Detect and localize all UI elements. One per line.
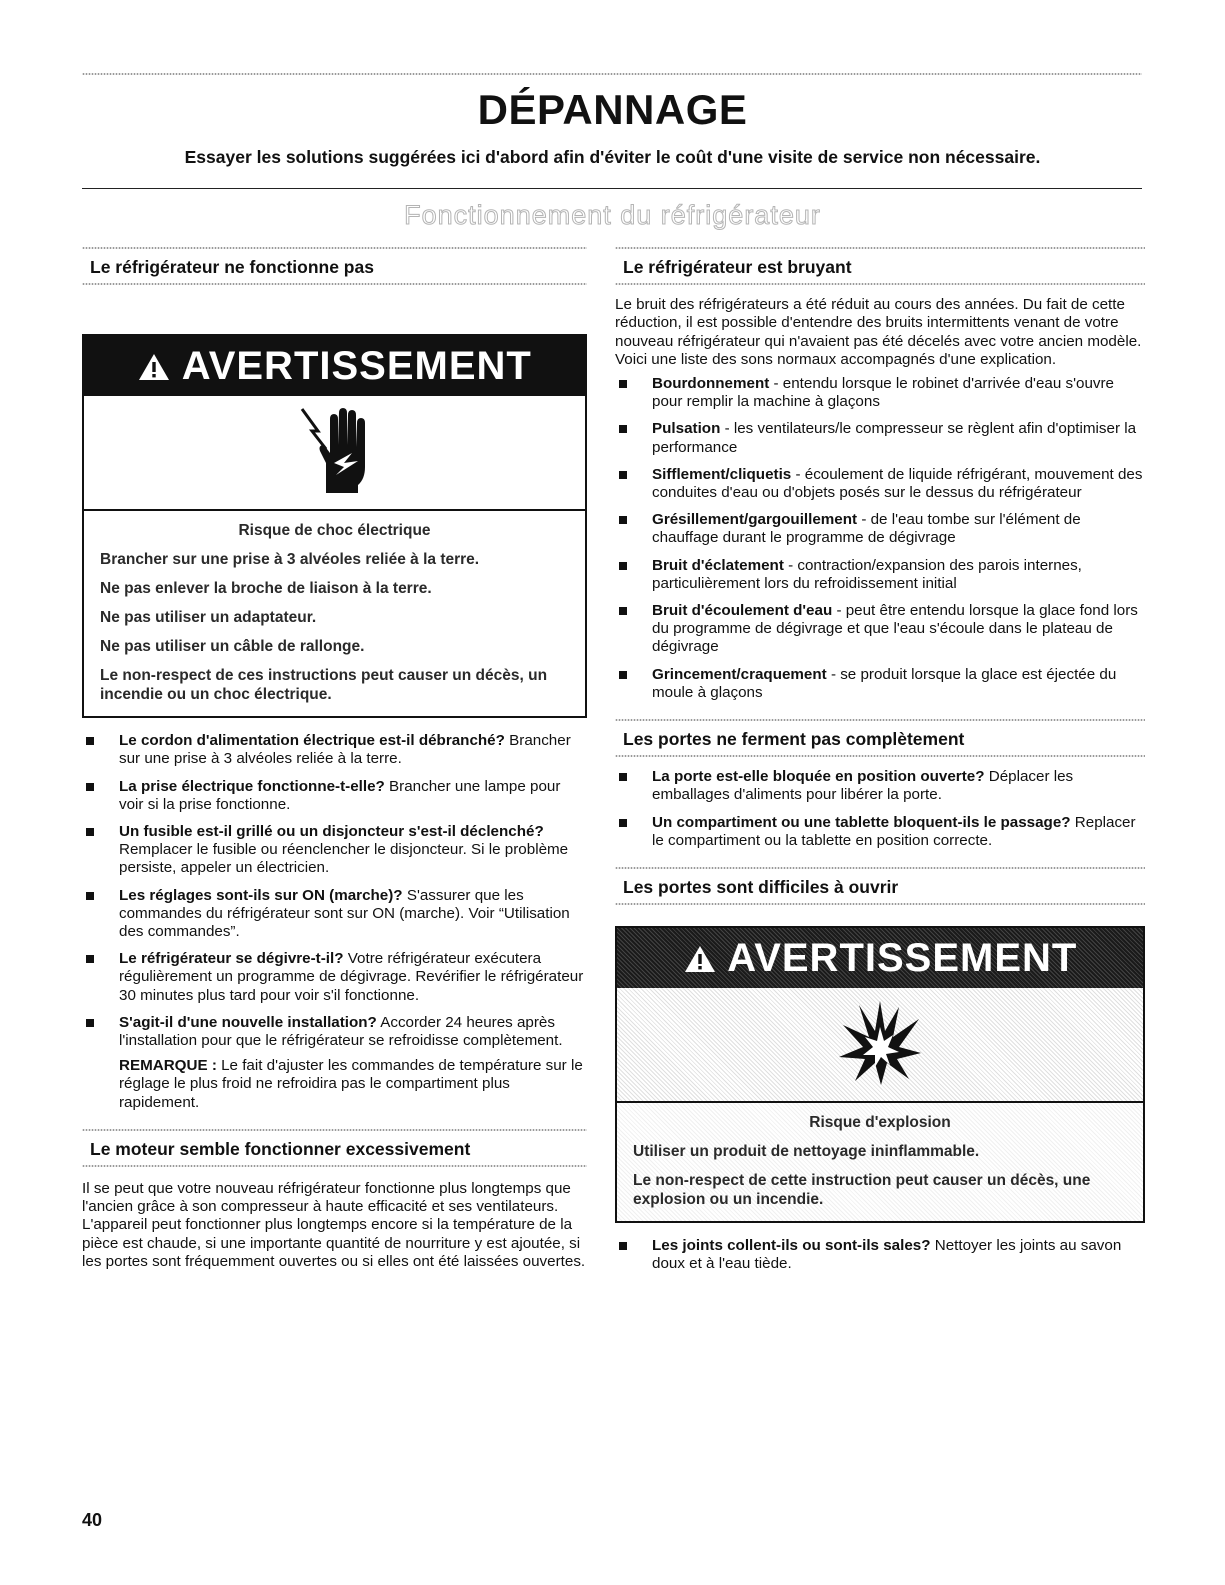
list-item: Le cordon d'alimentation électrique est-il débranché? Brancher sur une prise à 3 alvéoles reliée à la terre. xyxy=(82,732,587,768)
explosion-warning-line: Le non-respect de cette instruction peut causer un décès, une explosion ou un incendie. xyxy=(633,1172,1091,1209)
section-title: Fonctionnement du réfrigérateur xyxy=(404,200,821,230)
explosion-risk-title: Risque d'explosion xyxy=(809,1114,951,1132)
list-item: S'agit-il d'une nouvelle installation? Accorder 24 heures après l'installation pour que le réfrigérateur se refroidisse complètement. xyxy=(82,1014,587,1050)
motor-text: Il se peut que votre nouveau réfrigérateur fonctionne plus longtemps que l'ancien grâce à son compresseur à haute efficacité et ses ventilateurs. L'appareil peut fonctionner plus longtemps encore si la température de la pièce est chaude, si une importante quantité de nourriture y est ajoutée, si les portes sont fréquemment ouvertes ou si elles ont été laissées ouvertes. xyxy=(82,1180,586,1270)
shock-warning-line: Ne pas enlever la broche de liaison à la terre. xyxy=(100,580,432,598)
heading-not-working: Le réfrigérateur ne fonctionne pas xyxy=(82,252,587,284)
shock-risk-title: Risque de choc électrique xyxy=(238,522,431,540)
explosion-warning-header xyxy=(617,928,1143,988)
list-item: Bruit d'éclatement - contraction/expansion des parois internes, particulièrement lors du refroidissement initial xyxy=(615,557,1145,593)
explosion-icon-area xyxy=(617,988,1143,1103)
list-item: Bourdonnement - entendu lorsque le robinet d'arrivée d'eau s'ouvre pour remplir la machine à glaçons xyxy=(615,375,1145,411)
shock-warning-body xyxy=(84,511,585,716)
shock-warning-label: AVERTISSEMENT xyxy=(181,344,532,389)
list-item: Grésillement/gargouillement - de l'eau tombe sur l'élément de chauffage durant le programme de dégivrage xyxy=(615,511,1145,547)
list-item: Bruit d'écoulement d'eau - peut être entendu lorsque la glace fond lors du programme de dégivrage et que l'eau s'écoule dans le plateau de dégivrage xyxy=(615,602,1145,657)
list-item: La porte est-elle bloquée en position ouverte? Déplacer les emballages d'aliments pour libérer la porte. xyxy=(615,768,1145,804)
electric-shock-hand-icon xyxy=(300,405,370,500)
warning-triangle-icon xyxy=(137,344,182,388)
noise-list xyxy=(615,375,1145,702)
shock-warning-box xyxy=(82,334,587,718)
header-rule xyxy=(82,188,1142,189)
list-item: Le réfrigérateur se dégivre-t-il? Votre réfrigérateur exécutera régulièrement un programme de dégivrage. Revérifier le réfrigérateur 30 minutes plus tard pour voir s'il fonctionne. xyxy=(82,950,587,1005)
note-label: REMARQUE : xyxy=(119,1057,217,1075)
list-item: Un compartiment ou une tablette bloquent-ils le passage? Replacer le compartiment ou la tablette en position correcte. xyxy=(615,814,1145,850)
doors-close-list xyxy=(615,768,1145,850)
page-subtitle: Essayer les solutions suggérées ici d'abord afin d'éviter le coût d'une visite de service non nécessaire. xyxy=(184,147,1041,167)
explosion-icon xyxy=(835,997,925,1092)
note-text: Le fait d'ajuster les commandes de température sur le réglage le plus froid ne refroidira pas le compartiment plus rapidement. xyxy=(119,1057,583,1111)
right-column xyxy=(615,252,1145,1283)
explosion-warning-line: Utiliser un produit de nettoyage ininflammable. xyxy=(633,1143,980,1161)
list-item: La prise électrique fonctionne-t-elle? Brancher une lampe pour voir si la prise fonctionne. xyxy=(82,778,587,814)
noisy-intro: Le bruit des réfrigérateurs a été réduit au cours des années. Du fait de cette réduction, il est possible d'entendre des bruits intermittents venant de votre nouveau réfrigérateur qui n'avaient pas été décelés avec votre ancien modèle. Voici une liste des sons normaux accompagnés d'une explication. xyxy=(615,296,1142,368)
page-number: 40 xyxy=(82,1510,103,1530)
list-item: Les joints collent-ils ou sont-ils sales? Nettoyer les joints au savon doux et à l'eau tiède. xyxy=(615,1237,1145,1273)
shock-warning-line: Ne pas utiliser un câble de rallonge. xyxy=(100,638,365,656)
list-item: Les réglages sont-ils sur ON (marche)? S'assurer que les commandes du réfrigérateur sont sur ON (marche). Voir “Utilisation des commandes”. xyxy=(82,887,587,942)
warning-triangle-icon xyxy=(683,936,728,980)
heading-motor: Le moteur semble fonctionner excessivement xyxy=(82,1134,587,1166)
list-item: Pulsation - les ventilateurs/le compresseur se règlent afin d'optimiser la performance xyxy=(615,420,1145,456)
explosion-warning-body xyxy=(617,1103,1143,1221)
not-working-list xyxy=(82,732,587,1050)
heading-doors-close: Les portes ne ferment pas complètement xyxy=(615,724,1145,756)
doors-open-list xyxy=(615,1237,1145,1273)
heading-doors-open: Les portes sont difficiles à ouvrir xyxy=(615,872,1145,904)
shock-icon-area xyxy=(84,396,585,511)
page-title: DÉPANNAGE xyxy=(477,86,748,133)
shock-warning-line: Ne pas utiliser un adaptateur. xyxy=(100,609,317,627)
list-item: Grincement/craquement - se produit lorsque la glace est éjectée du moule à glaçons xyxy=(615,666,1145,702)
explosion-warning-box xyxy=(615,926,1145,1223)
shock-warning-line: Brancher sur une prise à 3 alvéoles reliée à la terre. xyxy=(100,551,480,569)
shock-warning-header xyxy=(84,336,585,396)
top-dotted-rule xyxy=(82,72,1142,76)
shock-warning-line: Le non-respect de ces instructions peut causer un décès, un incendie ou un choc électrique. xyxy=(100,667,548,704)
list-item: Sifflement/cliquetis - écoulement de liquide réfrigérant, mouvement des conduites d'eau ou d'objets posés sur le dessus du réfrigérateur xyxy=(615,466,1145,502)
list-item: Un fusible est-il grillé ou un disjoncteur s'est-il déclenché? Remplacer le fusible ou réenclencher le disjoncteur. Si le problème persiste, appeler un électricien. xyxy=(82,823,587,878)
heading-noisy: Le réfrigérateur est bruyant xyxy=(615,252,1145,284)
explosion-warning-label: AVERTISSEMENT xyxy=(727,936,1078,981)
note xyxy=(82,1057,587,1112)
left-column xyxy=(82,252,587,1271)
